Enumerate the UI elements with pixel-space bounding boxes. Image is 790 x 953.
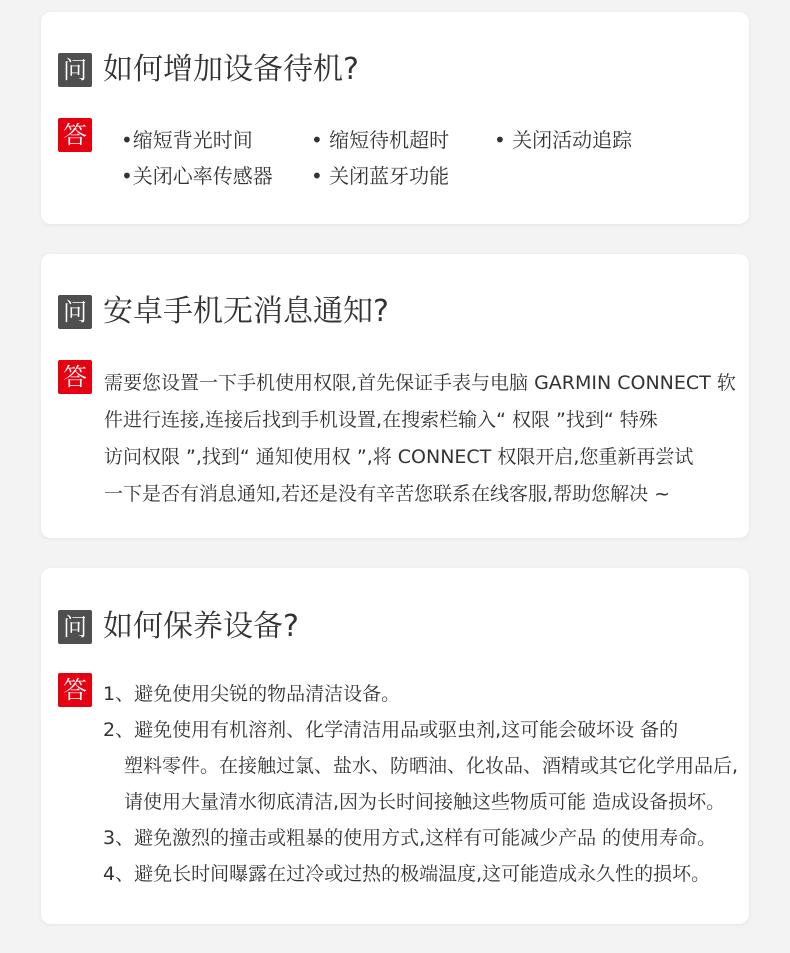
question-row xyxy=(58,609,299,645)
list-item: 1、避免使用尖锐的物品清洁设备。 xyxy=(103,683,401,705)
question-title: 如何保养设备? xyxy=(103,609,299,644)
faq-card-android-notification xyxy=(41,254,749,538)
question-title: 如何增加设备待机? xyxy=(103,52,359,87)
faq-card-standby xyxy=(41,12,749,224)
question-badge: 问 xyxy=(58,53,92,87)
answer-line: 件进行连接,连接后找到手机设置,在搜索栏输入“ 权限 ”找到“ 特殊 xyxy=(104,409,658,431)
list-item-continuation: 塑料零件。在接触过氯、盐水、防晒油、化妆品、酒精或其它化学用品后, xyxy=(124,755,739,777)
answer-paragraph xyxy=(104,365,744,513)
question-badge: 问 xyxy=(58,295,92,329)
answer-badge: 答 xyxy=(58,673,92,707)
question-title: 安卓手机无消息通知? xyxy=(103,294,389,329)
question-row xyxy=(58,294,389,330)
answer-line: 访问权限 ”,找到“ 通知使用权 ”,将 CONNECT 权限开启,您重新再尝试 xyxy=(104,446,694,468)
question-row xyxy=(58,52,359,88)
faq-card-device-care xyxy=(41,568,749,924)
answer-badge: 答 xyxy=(58,360,92,394)
answer-line: 一下是否有消息通知,若还是没有辛苦您联系在线客服,帮助您解决 ~ xyxy=(104,483,671,505)
answer-badge: 答 xyxy=(58,118,92,152)
bullet-item: •缩短背光时间 xyxy=(121,128,253,152)
answer-numbered-list xyxy=(103,676,743,892)
bullet-item: •关闭心率传感器 xyxy=(121,164,273,188)
bullet-item: • 关闭活动追踪 xyxy=(494,128,633,152)
list-item-continuation: 请使用大量清水彻底清洁,因为长时间接触这些物质可能 造成设备损坏。 xyxy=(124,791,726,813)
bullet-item: • 缩短待机超时 xyxy=(311,128,450,152)
list-item: 4、避免长时间曝露在过冷或过热的极端温度,这可能造成永久性的损坏。 xyxy=(103,863,711,885)
list-item: 3、避免激烈的撞击或粗暴的使用方式,这样有可能减少产品 的使用寿命。 xyxy=(103,827,717,849)
list-item: 2、避免使用有机溶剂、化学清洁用品或驱虫剂,这可能会破坏设 备的 xyxy=(103,719,679,741)
bullet-item: • 关闭蓝牙功能 xyxy=(311,164,450,188)
question-badge: 问 xyxy=(58,610,92,644)
answer-line: 需要您设置一下手机使用权限,首先保证手表与电脑 GARMIN CONNECT 软 xyxy=(104,372,736,394)
